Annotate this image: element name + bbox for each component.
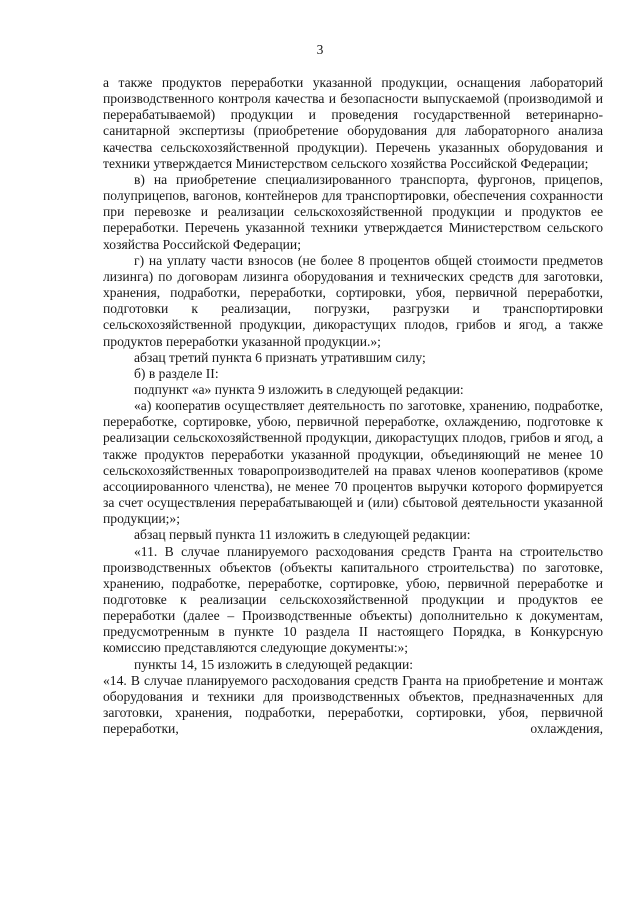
paragraph: подпункт «а» пункта 9 изложить в следующей редакции: [134,381,464,397]
paragraph: пункты 14, 15 изложить в следующей редакции: [134,656,414,672]
paragraph: г) на уплату части взносов (не более 8 процентов общей стоимости предметов лизинга) по договорам лизинга оборудования и технических средств для заготовки, хранения, подработки, переработки, сортировки, убоя, первичной переработки, подготовки к реализации, погрузки, разгрузки и транспортировки сельскохозяйственной продукции, дикорастущих плодов, грибов и ягод, а также продуктов переработки указанной продукции.»; [103,252,603,349]
paragraph: «11. В случае планируемого расходования средств Гранта на строительство производственных объектов (объекты капитального строительства) по заготовке, хранению, подработке, переработке, сортировке, убою, первичной переработке и подготовке к реализации сельскохозяйственной продукции и продуктов ее переработки (далее – Производственные объекты) дополнительно к документам, предусмотренным в пункте 10 раздела II настоящего Порядка, в Конкурсную комиссию представляются следующие документы:»; [103,543,603,656]
paragraph: абзац третий пункта 6 признать утратившим силу; [134,349,426,365]
document-body [103,75,603,737]
paragraph: а также продуктов переработки указанной продукции, оснащения лабораторий производственного контроля качества и безопасности выпускаемой (производимой и перерабатываемой) продукции и проведения государственной ветеринарно-санитарной экспертизы (приобретение оборудования для лабораторного анализа качества сельскохозяйственной продукции). Перечень указанных оборудования и техники утверждается Министерством сельского хозяйства Российской Федерации; [103,75,603,171]
paragraph: б) в разделе II: [134,365,219,381]
paragraph: в) на приобретение специализированного транспорта, фургонов, прицепов, полуприцепов, вагонов, контейнеров для транспортировки, обеспечения сохранности при перевозке и реализации сельскохозяйственной продукции и продуктов ее переработки. Перечень указанной техники утверждается Министерством сельского хозяйства Российской Федерации; [103,171,603,252]
paragraph: абзац первый пункта 11 изложить в следующей редакции: [134,527,471,543]
paragraph: «а) кооператив осуществляет деятельность по заготовке, хранению, подработке, переработке, сортировке, убою, первичной переработке, охлаждению, подготовке к реализации сельскохозяйственной продукции, дикорастущих плодов, грибов и ягод, а также продуктов переработки указанной продукции, объединяющий не менее 10 сельскохозяйственных товаропроизводителей на правах членов кооперативов (кроме ассоциированного членства), не менее 70 процентов выручки которого формируется за счет осуществления перерабатывающей и (или) сбытовой деятельности указанной продукции;»; [103,398,603,527]
paragraph: «14. В случае планируемого расходования средств Гранта на приобретение и монтаж оборудования и техники для производственных объектов, предназначенных для заготовки, хранения, подработки, переработки, сортировки, убоя, первичной переработки, охлаждения, [103,672,603,737]
page-number: 3 [316,42,324,57]
